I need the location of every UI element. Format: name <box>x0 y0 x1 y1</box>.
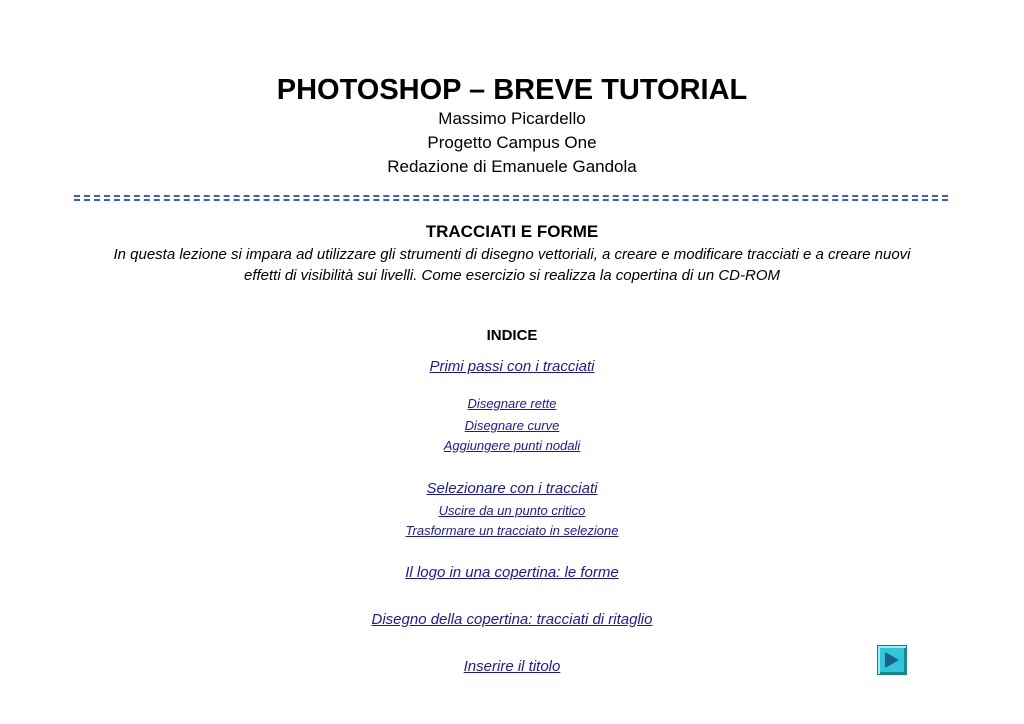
toc-link-disegnare-rette[interactable]: Disegnare rette <box>467 396 557 411</box>
toc-link-logo-forme[interactable]: Il logo in una copertina: le forme <box>405 564 619 581</box>
toc-link-selezionare[interactable]: Selezionare con i tracciati <box>426 480 598 497</box>
toc-link-primi-passi[interactable]: Primi passi con i tracciati <box>429 358 595 375</box>
toc-link-inserire-titolo[interactable]: Inserire il titolo <box>463 658 561 675</box>
lesson-title: TRACCIATI E FORME <box>425 222 599 241</box>
toc-link-trasformare-selezione[interactable]: Trasformare un tracciato in selezione <box>405 523 619 538</box>
dashed-divider-top <box>74 195 948 197</box>
next-page-button[interactable] <box>877 645 907 675</box>
toc-link-tracciati-ritaglio[interactable]: Disegno della copertina: tracciati di ritaglio <box>371 611 653 628</box>
author-name: Massimo Picardello <box>438 109 586 128</box>
toc-link-disegnare-curve[interactable]: Disegnare curve <box>464 418 560 433</box>
lesson-intro: In questa lezione si impara ad utilizzare gli strumenti di disegno vettoriali, a creare e modificare tracciati e a creare nuovi effetti di visibilità sui livelli. Come esercizio si realizza la copertina di un CD-ROM <box>113 246 911 284</box>
project-name: Progetto Campus One <box>427 133 597 152</box>
toc-link-punto-critico[interactable]: Uscire da un punto critico <box>438 503 586 518</box>
play-arrow-icon <box>884 651 900 669</box>
dashed-divider-bottom <box>74 199 948 201</box>
toc-link-punti-nodali[interactable]: Aggiungere punti nodali <box>443 438 581 453</box>
index-title: INDICE <box>486 327 538 344</box>
editor-credit: Redazione di Emanuele Gandola <box>387 157 637 176</box>
page-title: PHOTOSHOP – BREVE TUTORIAL <box>276 74 748 106</box>
